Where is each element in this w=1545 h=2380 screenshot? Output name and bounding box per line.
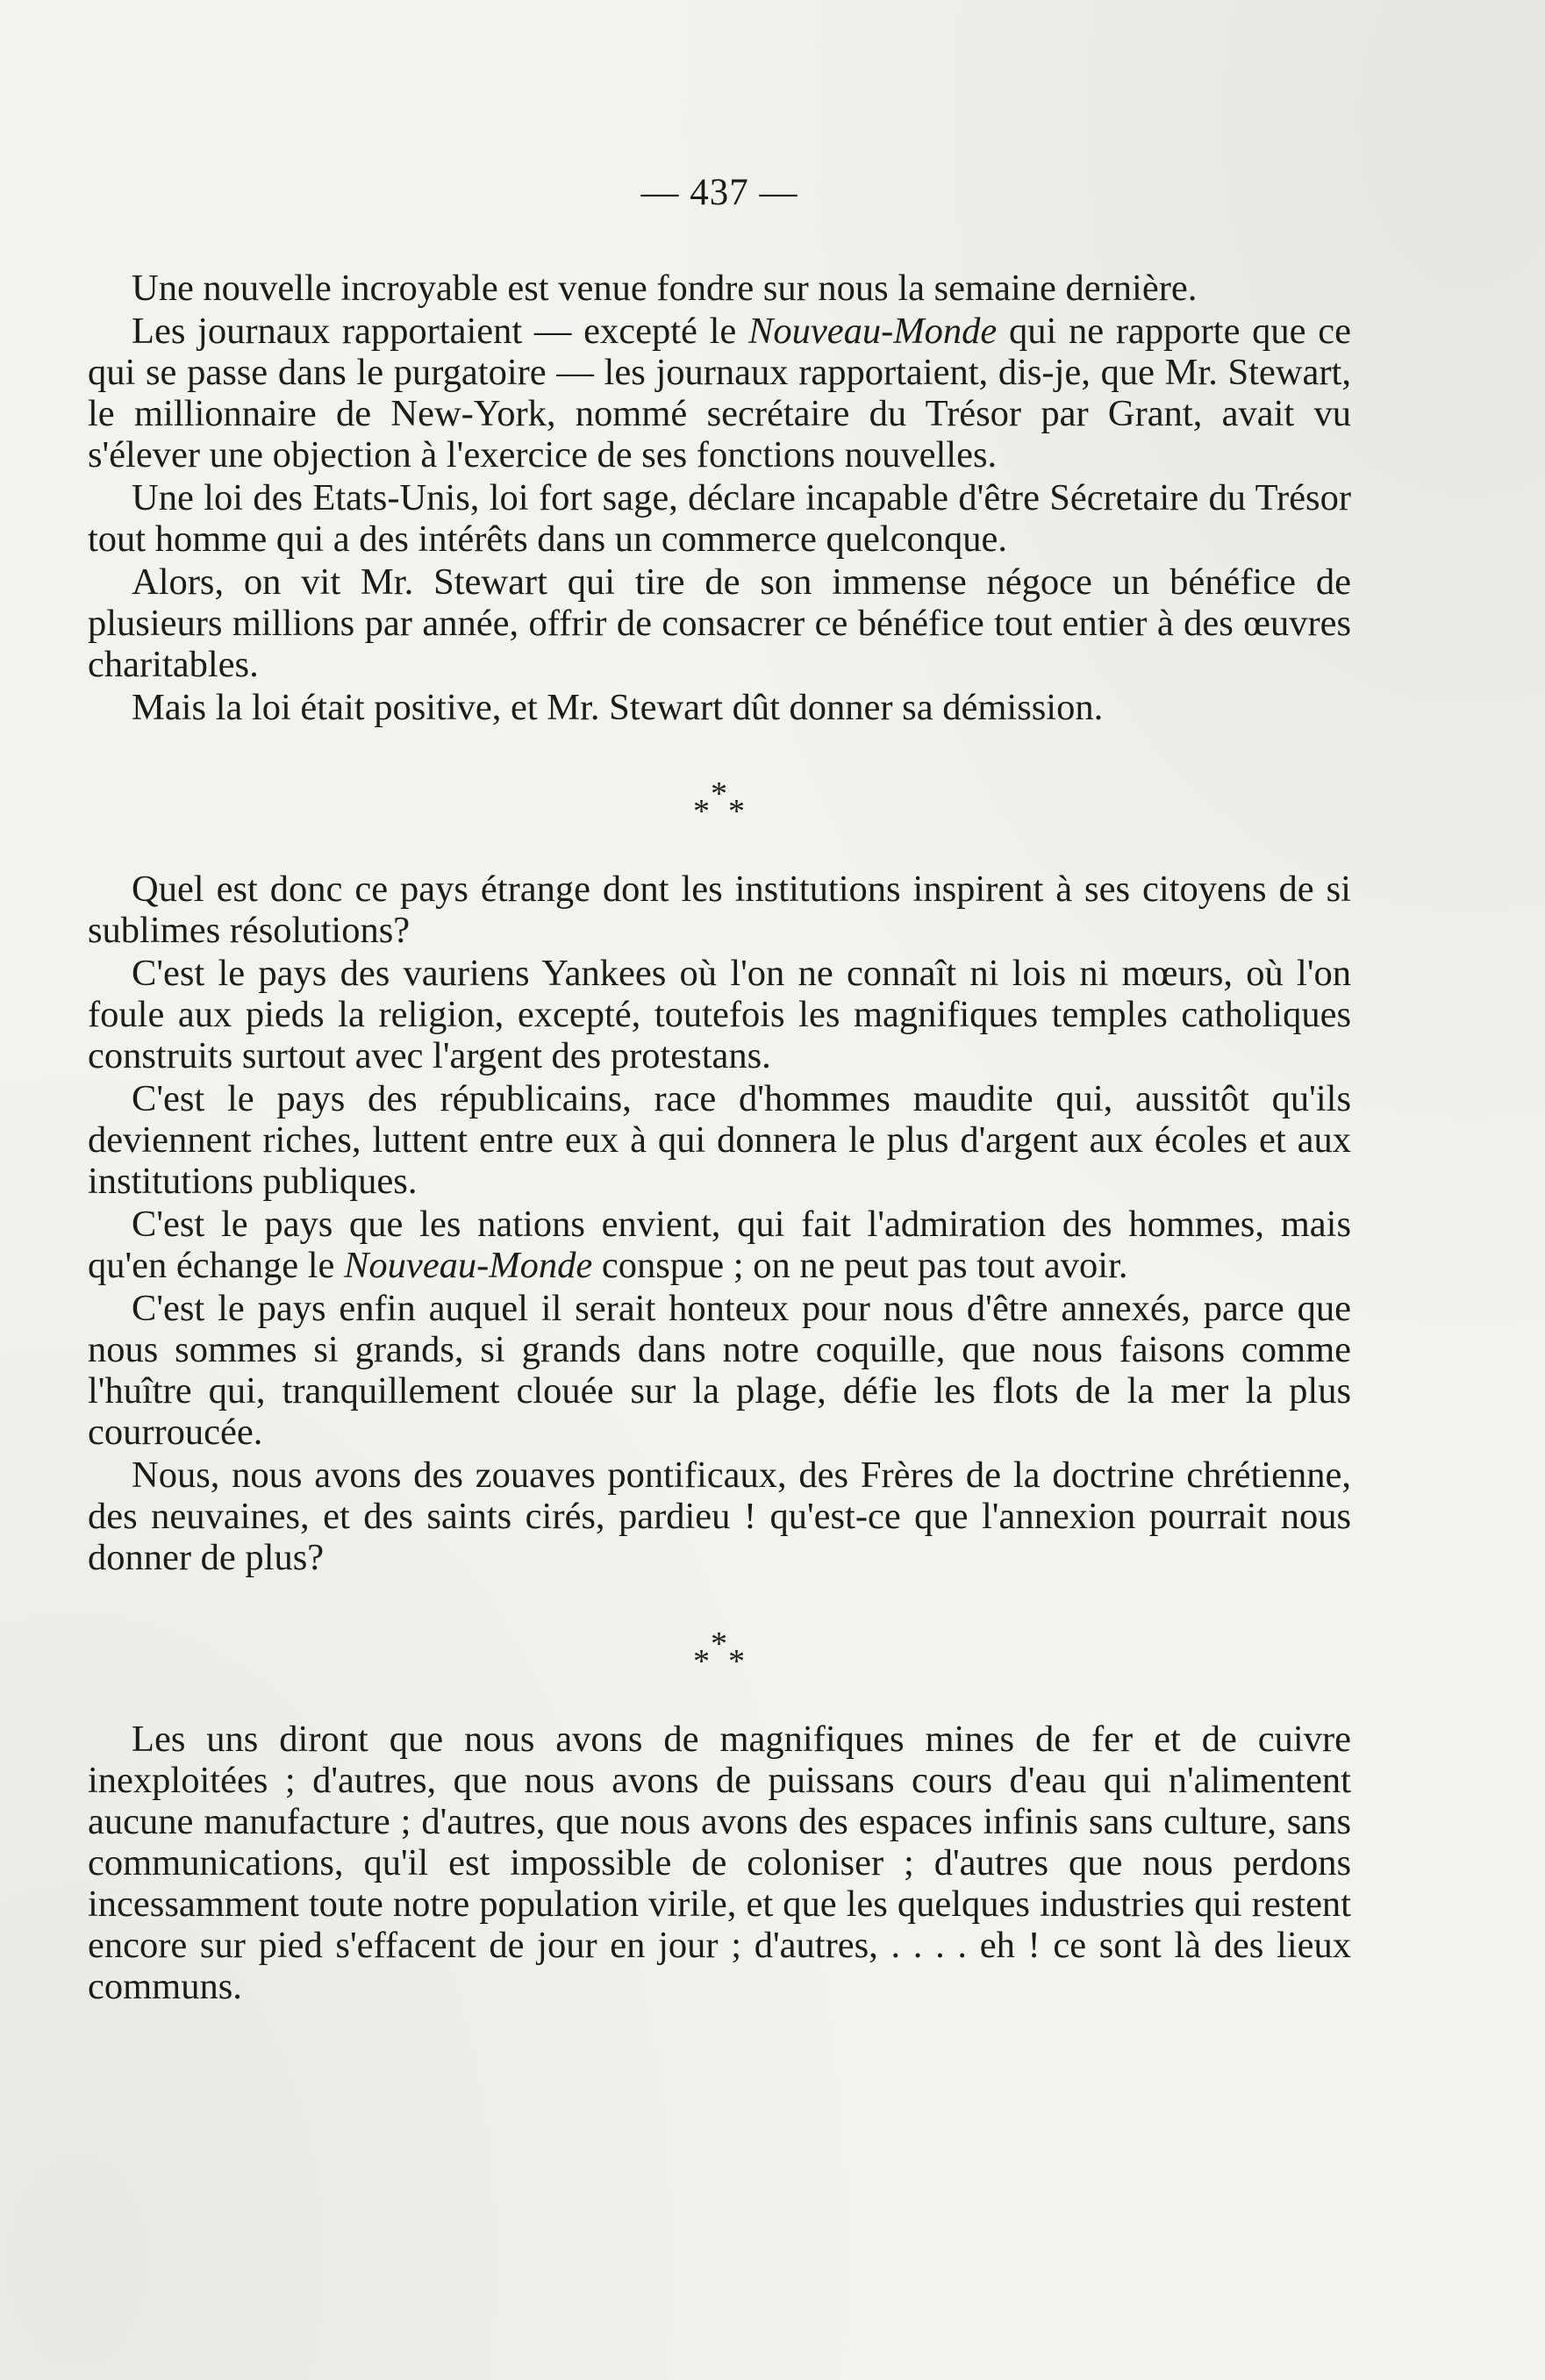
paragraph: Une nouvelle incroyable est venue fondre sur nous la semaine dernière. xyxy=(132,268,1198,309)
paragraph: C'est le pays que les nations envient, qui fait l'admiration des hommes, mais qu'en échange le Nouveau-Monde conspue ; on ne peut pas tout avoir. xyxy=(88,1204,1351,1286)
section-3 xyxy=(88,1719,1351,2007)
page-text xyxy=(88,171,1351,2009)
asterism-separator xyxy=(88,753,1351,849)
paragraph: Une loi des Etats-Unis, loi fort sage, déclare incapable d'être Sécretaire du Trésor tout homme qui a des intérêts dans un commerce quelconque. xyxy=(88,477,1351,560)
paragraph: C'est le pays enfin auquel il serait honteux pour nous d'être annexés, parce que nous sommes si grands, si grands dans notre coquille, que nous faisons comme l'huître qui, tranquillement clouée sur la plage, défie les flots de la mer la plus courroucée. xyxy=(88,1288,1351,1453)
paragraph: Mais la loi était positive, et Mr. Stewart dût donner sa démission. xyxy=(132,687,1104,728)
paragraph: Alors, on vit Mr. Stewart qui tire de son immense négoce un bénéfice de plusieurs millions par année, offrir de consacrer ce bénéfice tout entier à des œuvres charitables. xyxy=(88,561,1351,685)
newspaper-title: Nouveau-Monde xyxy=(748,311,998,352)
asterism-separator xyxy=(88,1603,1351,1699)
section-2 xyxy=(88,868,1351,1578)
paragraph: Les journaux rapportaient — excepté le Nouveau-Monde qui ne rapporte que ce qui se passe dans le purgatoire — les journaux rapportaient, dis-je, que Mr. Stewart, le millionnaire de New-York, nommé secrétaire du Trésor par Grant, avait vu s'élever une objection à l'exercice de ses fonctions nouvelles. xyxy=(88,311,1351,475)
asterism-icon: * * * xyxy=(693,775,747,831)
paragraph: Nous, nous avons des zouaves pontificaux, des Frères de la doctrine chrétienne, des neuvaines, et des saints cirés, pardieu ! qu'est-ce que l'annexion pourrait nous donner de plus? xyxy=(88,1454,1351,1578)
paragraph: Les uns diront que nous avons de magnifiques mines de fer et de cuivre inexploitées ; d'autres, que nous avons de puissans cours d'eau qui n'alimentent aucune manufacture ; d'autres, que nous avons des espaces infinis sans culture, sans communications, qu'il est impossible de coloniser ; d'autres que nous perdons incessamment toute notre population virile, et que les quelques industries qui restent encore sur pied s'effacent de jour en jour ; d'autres, . . . . eh ! ce sont là des lieux communs. xyxy=(88,1719,1351,2007)
paragraph: C'est le pays des vauriens Yankees où l'on ne connaît ni lois ni mœurs, où l'on foule aux pieds la religion, excepté, toutefois les magnifiques temples catholiques construits surtout avec l'argent des protestans. xyxy=(88,953,1351,1076)
section-1 xyxy=(88,268,1351,728)
paragraph: Quel est donc ce pays étrange dont les institutions inspirent à ses citoyens de si sublimes résolutions? xyxy=(88,868,1351,951)
page-number: — 437 — xyxy=(640,172,798,213)
paragraph: C'est le pays des républicains, race d'hommes maudite qui, aussitôt qu'ils deviennent riches, luttent entre eux à qui donnera le plus d'argent aux écoles et aux institutions publiques. xyxy=(88,1078,1351,1202)
newspaper-title: Nouveau-Monde xyxy=(344,1245,593,1286)
asterism-icon: * * * xyxy=(693,1626,747,1681)
